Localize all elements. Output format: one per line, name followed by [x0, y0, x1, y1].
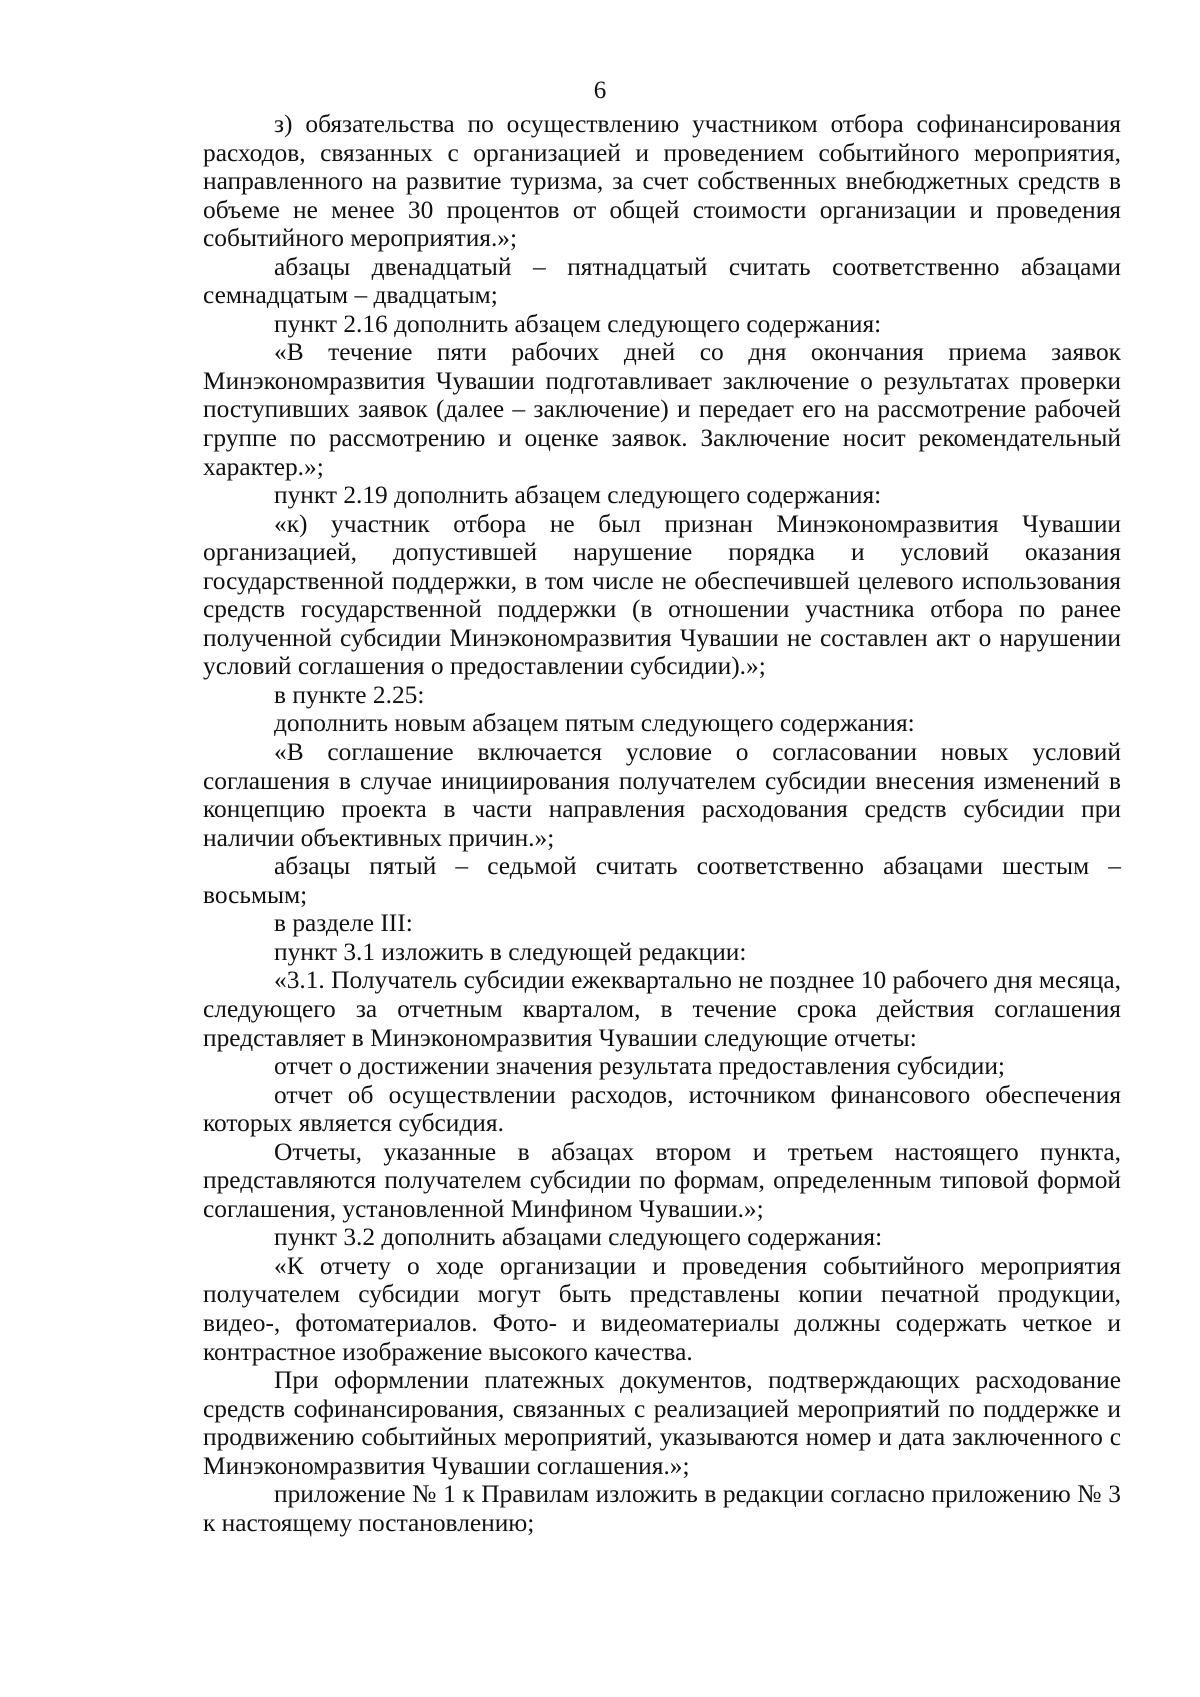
paragraph: отчет о достижении значения результата предоставления субсидии;	[274, 1052, 1005, 1081]
paragraph: пункт 2.16 дополнить абзацем следующего содержания:	[274, 309, 882, 338]
paragraph: в пункте 2.25:	[274, 680, 425, 709]
paragraph: в разделе III:	[274, 909, 413, 938]
paragraph: «к) участник отбора не был признан Минэкономразвития Чувашии организацией, допустившей нарушение порядка и условий оказания государственной поддержки, в том числе не обеспечившей целевого использования средств государственной поддержки (в отношении участника отбора по ранее полученной субсидии Минэкономразвития Чувашии не составлен акт о нарушении условий соглашения о предоставлении субсидии).»;	[203, 509, 1121, 681]
paragraph: «В течение пяти рабочих дней со дня окончания приема заявок Минэкономразвития Чувашии подготавливает заключение о результатах проверки поступивших заявок (далее – заключение) и передает его на рассмотрение рабочей группе по рассмотрению и оценке заявок. Заключение носит рекомендательный характер.»;	[203, 338, 1121, 481]
paragraph: пункт 2.19 дополнить абзацем следующего содержания:	[274, 481, 882, 510]
paragraph: абзацы пятый – седьмой считать соответственно абзацами шестым – восьмым;	[203, 852, 1121, 909]
paragraph: «В соглашение включается условие о согласовании новых условий соглашения в случае инициирования получателем субсидии внесения изменений в концепцию проекта в части направления расходования средств субсидии при наличии объективных причин.»;	[203, 738, 1121, 852]
page-number: 6	[593, 77, 607, 104]
paragraph: «К отчету о ходе организации и проведения событийного мероприятия получателем субсидии могут быть представлены копии печатной продукции, видео-, фотоматериалов. Фото- и видеоматериалы должны содержать четкое и контрастное изображение высокого качества.	[203, 1251, 1121, 1366]
paragraph: пункт 3.2 дополнить абзацами следующего содержания:	[274, 1223, 883, 1252]
paragraph: «3.1. Получатель субсидии ежеквартально не позднее 10 рабочего дня месяца, следующего за отчетным кварталом, в течение срока действия соглашения представляет в Минэкономразвития Чувашии следующие отчеты:	[203, 966, 1121, 1052]
paragraph: Отчеты, указанные в абзацах втором и третьем настоящего пункта, представляются получателем субсидии по формам, определенным типовой формой соглашения, установленной Минфином Чувашии.»;	[203, 1137, 1121, 1223]
paragraph: отчет об осуществлении расходов, источником финансового обеспечения которых является субсидия.	[203, 1080, 1121, 1138]
paragraph: пункт 3.1 изложить в следующей редакции:	[274, 937, 747, 966]
paragraph: з) обязательства по осуществлению участником отбора софинансирования расходов, связанных с организацией и проведением событийного мероприятия, направленного на развитие туризма, за счет собственных внебюджетных средств в объеме не менее 30 процентов от общей стоимости организации и проведения событийного мероприятия.»;	[203, 110, 1121, 253]
paragraph: абзацы двенадцатый – пятнадцатый считать соответственно абзацами семнадцатым – двадцатым;	[203, 252, 1121, 310]
document-body	[203, 110, 1121, 1537]
paragraph: дополнить новым абзацем пятым следующего содержания:	[274, 709, 915, 738]
paragraph: приложение № 1 к Правилам изложить в редакции согласно приложению № 3 к настоящему постановлению;	[203, 1480, 1121, 1537]
paragraph: При оформлении платежных документов, подтверждающих расходование средств софинансирования, связанных с реализацией мероприятий по поддержке и продвижению событийных мероприятий, указываются номер и дата заключенного с Минэкономразвития Чувашии соглашения.»;	[203, 1366, 1121, 1480]
